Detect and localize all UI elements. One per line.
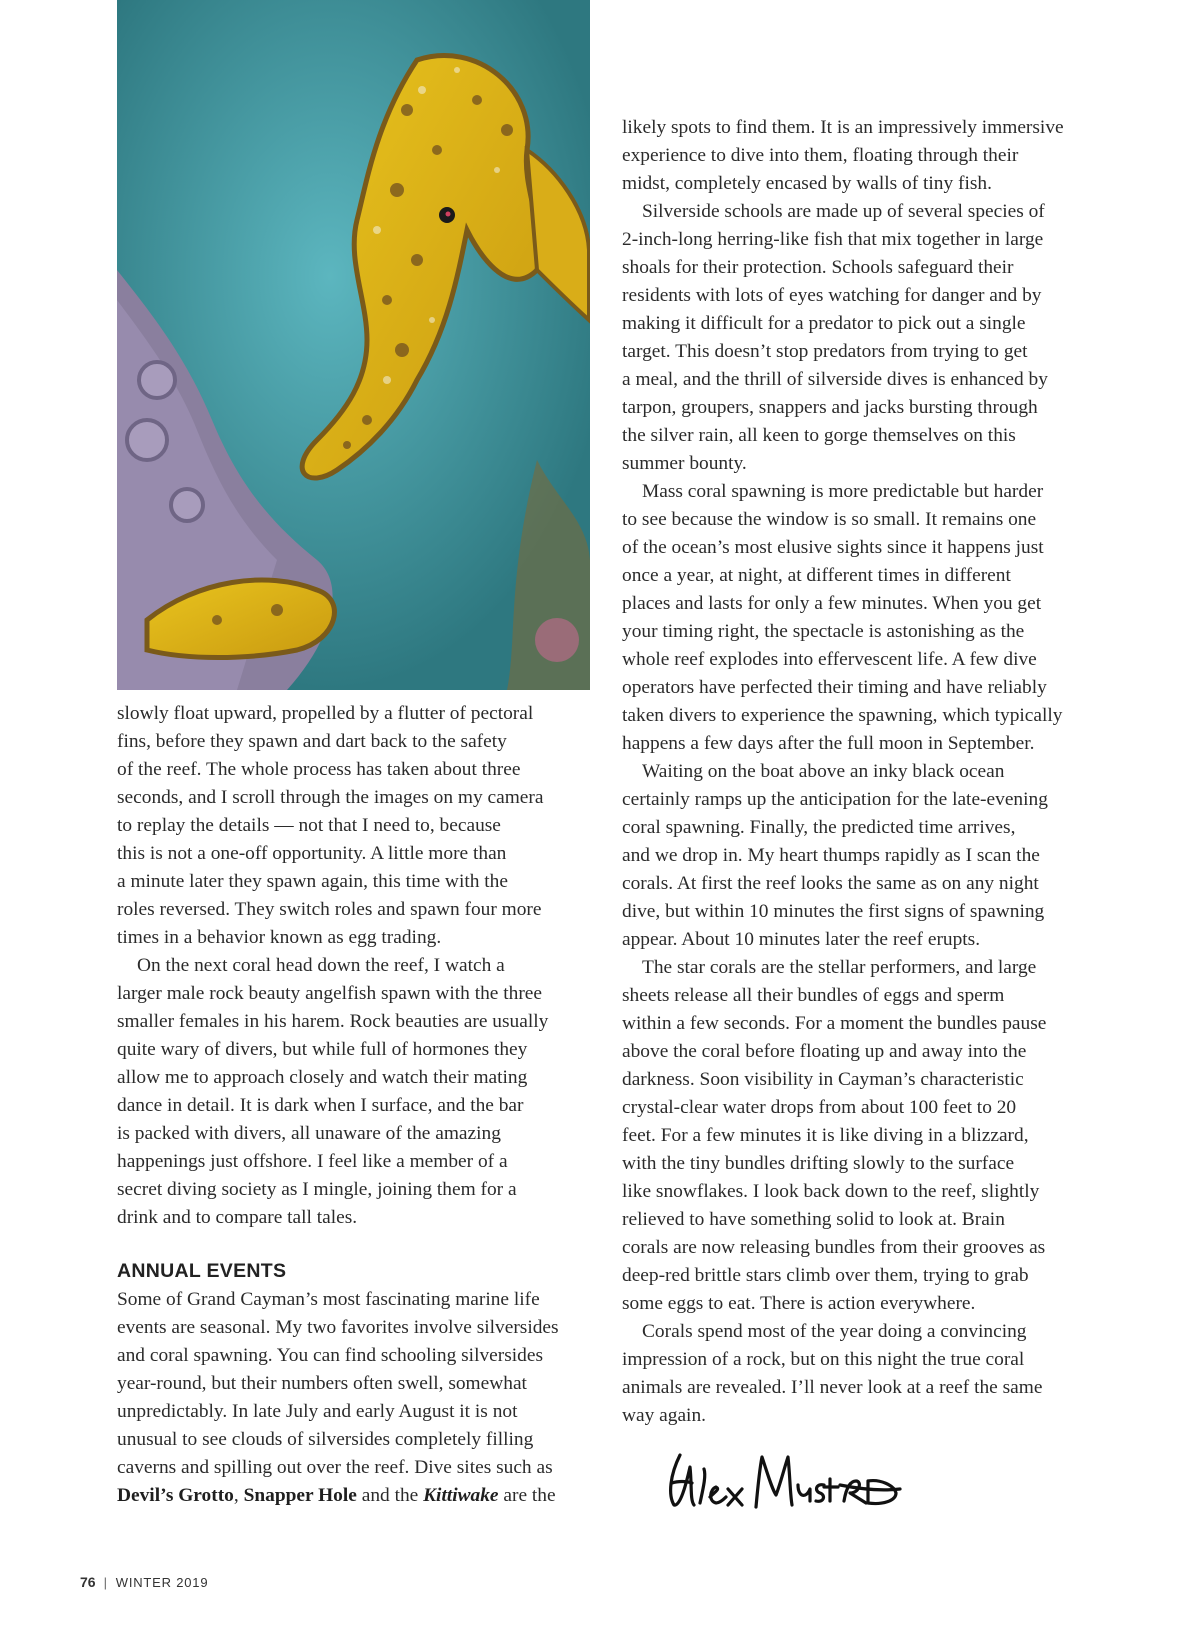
text-line: feet. For a few minutes it is like diving in a blizzard,: [622, 1125, 1029, 1146]
text-line: midst, completely encased by walls of tiny fish.: [622, 173, 992, 194]
signature-drawing: [660, 1445, 910, 1515]
text-line: dance in detail. It is dark when I surface, and the bar: [117, 1095, 524, 1116]
text-line: within a few seconds. For a moment the bundles pause: [622, 1013, 1047, 1034]
text-line: your timing right, the spectacle is astonishing as the: [622, 621, 1025, 642]
dive-site-kittiwake: Kittiwake: [423, 1485, 499, 1506]
text-line: Some of Grand Cayman’s most fascinating marine life: [117, 1289, 540, 1310]
author-signature: [660, 1445, 910, 1515]
text-line: Waiting on the boat above an inky black ocean: [642, 761, 1005, 782]
text-line: caverns and spilling out over the reef. Dive sites such as: [117, 1457, 553, 1478]
page-footer: [80, 1574, 208, 1590]
text-line: Silverside schools are made up of several species of: [642, 201, 1045, 222]
text-line: this is not a one-off opportunity. A little more than: [117, 843, 507, 864]
text-line: year-round, but their numbers often swell, somewhat: [117, 1373, 527, 1394]
text-line: times in a behavior known as egg trading.: [117, 927, 442, 948]
text-line: dive, but within 10 minutes the first signs of spawning: [622, 901, 1045, 922]
text-line: like snowflakes. I look back down to the reef, slightly: [622, 1181, 1040, 1202]
text-line: experience to dive into them, floating through their: [622, 145, 1019, 166]
text-line: Mass coral spawning is more predictable but harder: [642, 481, 1044, 502]
paragraph-rock-beauty: [117, 952, 595, 1232]
text-line: happenings just offshore. I feel like a member of a: [117, 1151, 508, 1172]
seahorse-photo: [117, 0, 590, 690]
text-line: The star corals are the stellar performers, and large: [642, 957, 1037, 978]
text-line: to replay the details — not that I need to, because: [117, 815, 501, 836]
text-line: corals. At first the reef looks the same as on any night: [622, 873, 1039, 894]
paragraph-likely-spots: [622, 114, 1092, 198]
text-line: Corals spend most of the year doing a convincing: [642, 1321, 1027, 1342]
text-line: coral spawning. Finally, the predicted time arrives,: [622, 817, 1016, 838]
page-number: 76: [80, 1574, 96, 1590]
text-line: unusual to see clouds of silversides completely filling: [117, 1429, 534, 1450]
footer-separator: |: [103, 1575, 108, 1590]
paragraph-egg-trading: [117, 700, 595, 952]
text-fragment: and the: [356, 1485, 424, 1506]
section-heading: ANNUAL EVENTS: [117, 1260, 287, 1282]
text-line: summer bounty.: [622, 453, 747, 474]
text-line: a meal, and the thrill of silverside dives is enhanced by: [622, 369, 1048, 390]
text-line: relieved to have something solid to look at. Brain: [622, 1209, 1005, 1230]
text-line: appear. About 10 minutes later the reef erupts.: [622, 929, 981, 950]
text-line: target. This doesn’t stop predators from trying to get: [622, 341, 1028, 362]
text-line: operators have perfected their timing and have reliably: [622, 677, 1047, 698]
text-line: a minute later they spawn again, this time with the: [117, 871, 508, 892]
text-line: taken divers to experience the spawning, which typically: [622, 705, 1063, 726]
text-line: darkness. Soon visibility in Cayman’s characteristic: [622, 1069, 1024, 1090]
text-line: happens a few days after the full moon in September.: [622, 733, 1035, 754]
left-text-column: [117, 700, 595, 1510]
issue-label: WINTER 2019: [115, 1575, 209, 1590]
text-line: drink and to compare tall tales.: [117, 1207, 358, 1228]
text-line: animals are revealed. I’ll never look at a reef the same: [622, 1377, 1043, 1398]
text-line: 2-inch-long herring-like fish that mix together in large: [622, 229, 1044, 250]
text-line: smaller females in his harem. Rock beauties are usually: [117, 1011, 549, 1032]
right-text-column: [622, 114, 1092, 1430]
text-line: impression of a rock, but on this night the true coral: [622, 1349, 1025, 1370]
text-line: larger male rock beauty angelfish spawn with the three: [117, 983, 543, 1004]
text-line-dive-sites: [117, 1482, 595, 1510]
text-fragment: are the: [498, 1485, 556, 1506]
text-line: the silver rain, all keen to gorge themselves on this: [622, 425, 1016, 446]
text-line: of the ocean’s most elusive sights since it happens just: [622, 537, 1044, 558]
text-line: above the coral before floating up and away into the: [622, 1041, 1027, 1062]
seahorse-illustration: [117, 0, 590, 690]
text-line: shoals for their protection. Schools safeguard their: [622, 257, 1014, 278]
text-line: places and lasts for only a few minutes. When you get: [622, 593, 1042, 614]
text-line: some eggs to eat. There is action everywhere.: [622, 1293, 976, 1314]
text-line: slowly float upward, propelled by a flutter of pectoral: [117, 703, 534, 724]
text-line: sheets release all their bundles of eggs and sperm: [622, 985, 1005, 1006]
text-line: residents with lots of eyes watching for danger and by: [622, 285, 1042, 306]
dive-site-snapper-hole: Snapper Hole: [243, 1485, 357, 1506]
paragraph-star-corals: [622, 954, 1092, 1318]
paragraph-silverside-schools: [622, 198, 1092, 478]
text-line: with the tiny bundles drifting slowly to the surface: [622, 1153, 1015, 1174]
paragraph-mass-coral-spawning: [622, 478, 1092, 758]
text-line: corals are now releasing bundles from their grooves as: [622, 1237, 1046, 1258]
text-line: secret diving society as I mingle, joining them for a: [117, 1179, 517, 1200]
text-line: roles reversed. They switch roles and spawn four more: [117, 899, 542, 920]
text-line: quite wary of divers, but while full of hormones they: [117, 1039, 528, 1060]
text-line: unpredictably. In late July and early August it is not: [117, 1401, 518, 1422]
paragraph-waiting-on-boat: [622, 758, 1092, 954]
text-line: allow me to approach closely and watch their mating: [117, 1067, 528, 1088]
text-fragment: ,: [233, 1485, 244, 1506]
text-line: making it difficult for a predator to pick out a single: [622, 313, 1026, 334]
text-line: of the reef. The whole process has taken about three: [117, 759, 521, 780]
dive-site-devils-grotto: Devil’s Grotto: [117, 1485, 234, 1506]
text-line: crystal-clear water drops from about 100 feet to 20: [622, 1097, 1017, 1118]
text-line: way again.: [622, 1405, 706, 1426]
text-line: whole reef explodes into effervescent life. A few dive: [622, 649, 1037, 670]
text-line: and we drop in. My heart thumps rapidly as I scan the: [622, 845, 1040, 866]
text-line: to see because the window is so small. It remains one: [622, 509, 1037, 530]
text-line: certainly ramps up the anticipation for the late-evening: [622, 789, 1048, 810]
text-line: events are seasonal. My two favorites involve silversides: [117, 1317, 559, 1338]
text-line: and coral spawning. You can find schooling silversides: [117, 1345, 543, 1366]
text-line: likely spots to find them. It is an impressively immersive: [622, 117, 1064, 138]
paragraph-corals-closing: [622, 1318, 1092, 1430]
paragraph-annual-events: [117, 1286, 595, 1510]
text-line: deep-red brittle stars climb over them, trying to grab: [622, 1265, 1029, 1286]
text-line: On the next coral head down the reef, I watch a: [137, 955, 505, 976]
text-line: seconds, and I scroll through the images on my camera: [117, 787, 544, 808]
text-line: is packed with divers, all unaware of the amazing: [117, 1123, 501, 1144]
text-line: once a year, at night, at different times in different: [622, 565, 1011, 586]
text-line: fins, before they spawn and dart back to the safety: [117, 731, 507, 752]
text-line: tarpon, groupers, snappers and jacks bursting through: [622, 397, 1038, 418]
